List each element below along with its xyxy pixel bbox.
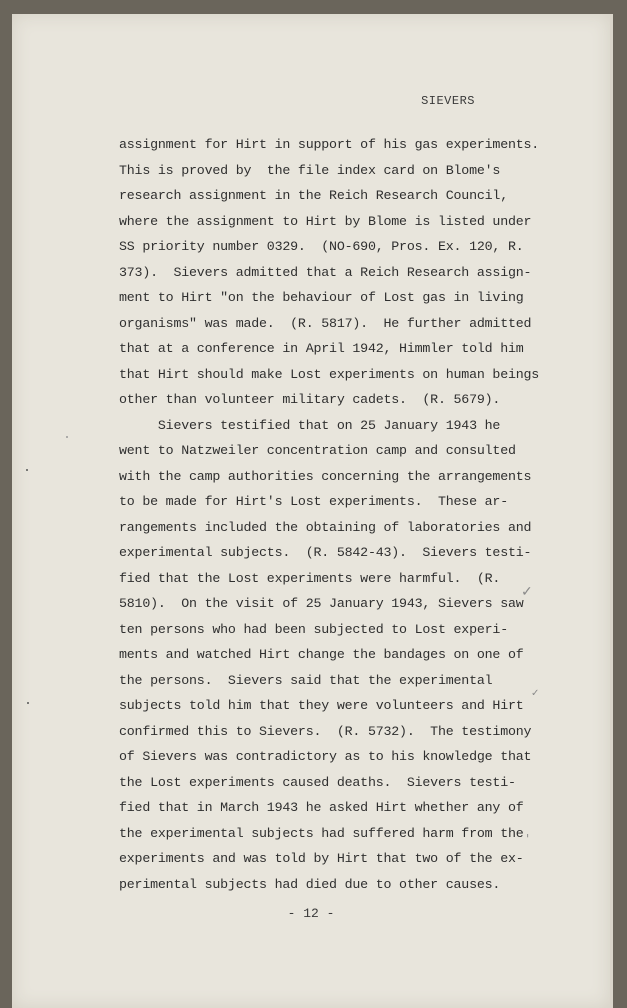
text-line: 373). Sievers admitted that a Reich Research assign- <box>119 264 532 280</box>
body-text <box>119 132 554 897</box>
text-line: research assignment in the Reich Research Council, <box>119 188 508 203</box>
text-line: confirmed this to Sievers. (R. 5732). The testimony <box>119 723 532 739</box>
scan-speck <box>26 469 28 471</box>
text-line: This is proved by the file index card on Blome's <box>119 162 501 178</box>
text-line: to be made for Hirt's Lost experiments. These ar- <box>119 494 508 509</box>
margin-check-mark-small: ✓ <box>531 688 540 699</box>
text-line: rangements included the obtaining of laboratories and <box>119 519 532 535</box>
document-page <box>12 14 610 1008</box>
text-line: other than volunteer military cadets. (R. 5679). <box>119 392 501 407</box>
text-line: went to Natzweiler concentration camp and consulted <box>119 443 516 458</box>
text-line: SS priority number 0329. (NO-690, Pros. Ex. 120, R. <box>119 239 524 254</box>
running-header: SIEVERS <box>421 94 475 108</box>
text-line: that Hirt should make Lost experiments on human beings <box>119 366 540 382</box>
margin-check-mark: ✓ <box>521 584 533 600</box>
text-line: assignment for Hirt in support of his gas experiments. <box>119 137 540 152</box>
text-line: organisms" was made. (R. 5817). He further admitted <box>119 315 532 331</box>
text-line: the experimental subjects had suffered harm from the <box>119 825 524 841</box>
text-line: with the camp authorities concerning the arrangements <box>119 468 532 484</box>
text-line: the persons. Sievers said that the experimental <box>119 672 493 688</box>
text-line: the Lost experiments caused deaths. Sievers testi- <box>119 774 516 790</box>
scan-speck <box>66 436 68 438</box>
text-line: ment to Hirt "on the behaviour of Lost gas in living <box>119 290 524 305</box>
text-line: of Sievers was contradictory as to his knowledge that <box>119 749 532 764</box>
scan-speck <box>27 702 29 704</box>
text-line: experimental subjects. (R. 5842-43). Sievers testi- <box>119 545 532 560</box>
margin-tick-mark: ' <box>526 832 530 846</box>
page-edge <box>610 14 613 1008</box>
text-line: ments and watched Hirt change the bandages on one of <box>119 647 524 662</box>
text-line: ten persons who had been subjected to Lost experi- <box>119 621 508 637</box>
text-line: fied that the Lost experiments were harmful. (R. <box>119 570 501 586</box>
page-number: - 12 - <box>287 906 335 921</box>
text-line: perimental subjects had died due to other causes. <box>119 876 501 892</box>
text-line: fied that in March 1943 he asked Hirt whether any of <box>119 800 524 815</box>
text-line: that at a conference in April 1942, Himmler told him <box>119 341 524 356</box>
text-line: Sievers testified that on 25 January 1943 he <box>119 417 501 433</box>
text-line: where the assignment to Hirt by Blome is listed under <box>119 213 532 229</box>
text-line: 5810). On the visit of 25 January 1943, Sievers saw <box>119 596 524 611</box>
text-line: experiments and was told by Hirt that two of the ex- <box>119 851 524 866</box>
text-line: subjects told him that they were volunteers and Hirt <box>119 698 524 713</box>
